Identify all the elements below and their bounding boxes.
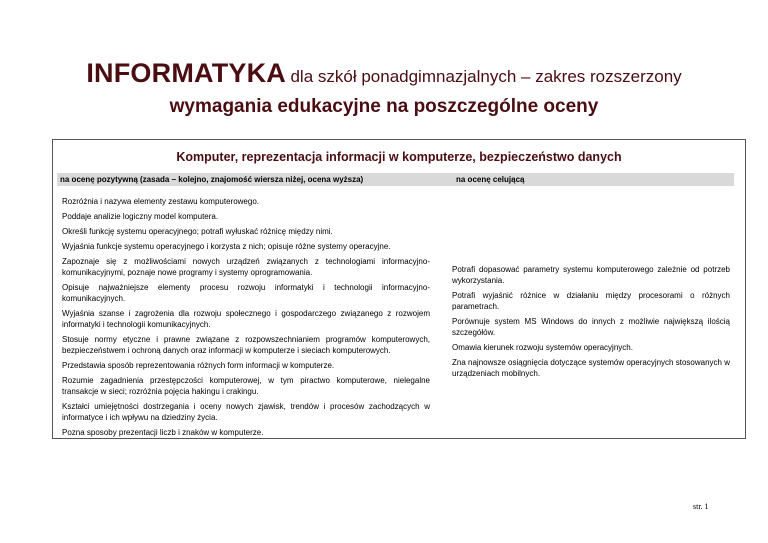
requirement-item: Rozumie zagadnienia przestępczości komputerowej, w tym piractwo komputerowe, nielegalne transakcje w sieci; rozróżnia pojęcia hakingu i crakingu. xyxy=(62,376,430,396)
document-subtitle: wymagania edukacyjne na poszczególne oceny xyxy=(169,96,599,117)
requirement-item: Wyjaśnia szanse i zagrożenia dla rozwoju społecznego i gospodarczego związanego z rozwojem informatyki i technologii komunikacyjnych. xyxy=(62,309,430,329)
requirements-table xyxy=(52,139,746,439)
page-number: str. 1 xyxy=(693,502,709,511)
requirement-item: Potrafi wyjaśnić różnice w działaniu między procesorami o różnych parametrach. xyxy=(452,291,730,311)
requirement-item: Omawia kierunek rozwoju systemów operacyjnych. xyxy=(452,343,633,352)
requirement-item: Przedstawia sposób reprezentowania różnych form informacji w komputerze. xyxy=(62,361,335,370)
positive-grade-requirements xyxy=(62,196,430,442)
requirement-item: Określi funkcję systemu operacyjnego; potrafi wyłuskać różnicę między nimi. xyxy=(62,227,333,236)
requirement-item: Kształci umiejętności dostrzegania i oceny nowych zjawisk, trendów i procesów zachodzących w informatyce i ich wpływu na dziedziny życia. xyxy=(62,402,430,422)
title-main: INFORMATYKA xyxy=(86,58,287,88)
column-header-positive: na ocenę pozytywną (zasada – kolejno, znajomość wiersza niżej, ocena wyższa) xyxy=(57,173,476,186)
requirement-item: Zapoznaje się z możliwościami nowych urządzeń związanych z technologiami informacyjno-komunikacyjnymi, poznaje nowe programy i systemy oprogramowania. xyxy=(62,257,430,277)
requirement-item: Stosuje normy etyczne i prawne związane z rozpowszechnianiem programów komputerowych, bezpieczeństwem i ochroną danych oraz informacji w komputerze i sieciach komputerowych. xyxy=(62,335,430,355)
requirement-item: Wyjaśnia funkcje systemu operacyjnego i korzysta z nich; opisuje różne systemy operacyjne. xyxy=(62,242,391,251)
requirement-item: Potrafi dopasować parametry systemu komputerowego zależnie od potrzeb wykorzystania. xyxy=(452,265,730,285)
requirement-item: Zna najnowsze osiągnięcia dotyczące systemów operacyjnych stosowanych w urządzeniach mobilnych. xyxy=(452,358,730,378)
requirement-item: Opisuje najważniejsze elementy procesu rozwoju informatyki i technologii informacyjno-komunikacyjnych. xyxy=(62,283,430,303)
excellent-grade-requirements xyxy=(452,264,730,383)
document-title xyxy=(0,58,768,89)
section-title: Komputer, reprezentacja informacji w komputerze, bezpieczeństwo danych xyxy=(176,150,622,164)
requirement-item: Pozna sposoby prezentacji liczb i znaków w komputerze. xyxy=(62,428,264,437)
requirement-item: Poddaje analizie logiczny model komputera. xyxy=(62,212,219,221)
requirement-item: Porównuje system MS Windows do innych z możliwie największą ilością szczegółów. xyxy=(452,317,730,337)
title-rest: dla szkół ponadgimnazjalnych – zakres rozszerzony xyxy=(290,67,682,86)
requirement-item: Rozróżnia i nazywa elementy zestawu komputerowego. xyxy=(62,197,259,206)
column-header-excellent: na ocenę celującą xyxy=(446,173,734,186)
